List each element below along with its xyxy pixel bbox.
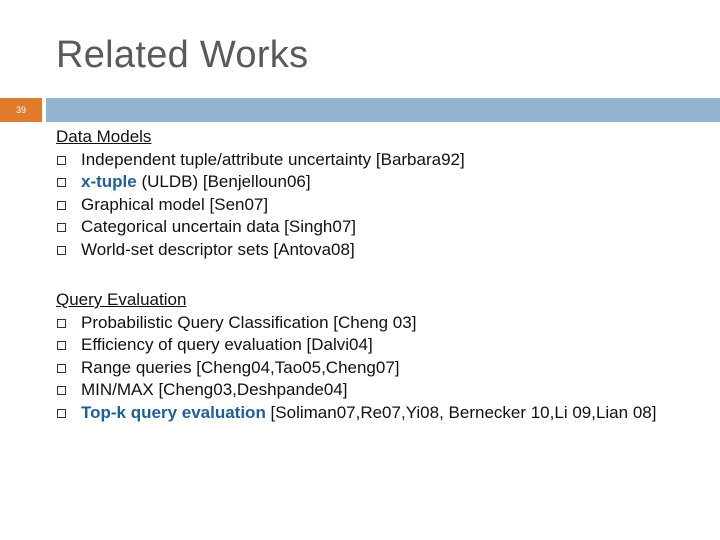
slide-title: Related Works — [56, 34, 309, 76]
slide-content — [56, 126, 706, 424]
section-heading-data-models: Data Models — [56, 127, 152, 146]
list-item: Range queries [Cheng04,Tao05,Cheng07] — [56, 357, 706, 380]
list-item: Categorical uncertain data [Singh07] — [56, 216, 706, 239]
checkbox-bullet-icon — [57, 386, 66, 395]
page-number: 39 — [0, 98, 42, 122]
query-evaluation-list — [56, 312, 706, 425]
checkbox-bullet-icon — [57, 246, 66, 255]
checkbox-bullet-icon — [57, 364, 66, 373]
checkbox-bullet-icon — [57, 223, 66, 232]
checkbox-bullet-icon — [57, 409, 66, 418]
checkbox-bullet-icon — [57, 319, 66, 328]
list-item: Graphical model [Sen07] — [56, 194, 706, 217]
highlighted-term: x-tuple — [81, 172, 137, 191]
checkbox-bullet-icon — [57, 156, 66, 165]
checkbox-bullet-icon — [57, 178, 66, 187]
checkbox-bullet-icon — [57, 341, 66, 350]
list-item: Efficiency of query evaluation [Dalvi04] — [56, 334, 706, 357]
data-models-list — [56, 149, 706, 262]
list-item: x-tuple (ULDB) [Benjelloun06] — [56, 171, 706, 194]
list-item: World-set descriptor sets [Antova08] — [56, 239, 706, 262]
list-item: Top-k query evaluation [Soliman07,Re07,Yi08, Bernecker 10,Li 09,Lian 08] — [56, 402, 706, 425]
checkbox-bullet-icon — [57, 201, 66, 210]
list-item: Independent tuple/attribute uncertainty [Barbara92] — [56, 149, 706, 172]
highlighted-term: Top-k query evaluation — [81, 402, 266, 422]
section-heading-query-evaluation: Query Evaluation — [56, 290, 187, 309]
list-item: MIN/MAX [Cheng03,Deshpande04] — [56, 379, 706, 402]
list-item: Probabilistic Query Classification [Cheng 03] — [56, 312, 706, 335]
header-band — [46, 98, 720, 122]
